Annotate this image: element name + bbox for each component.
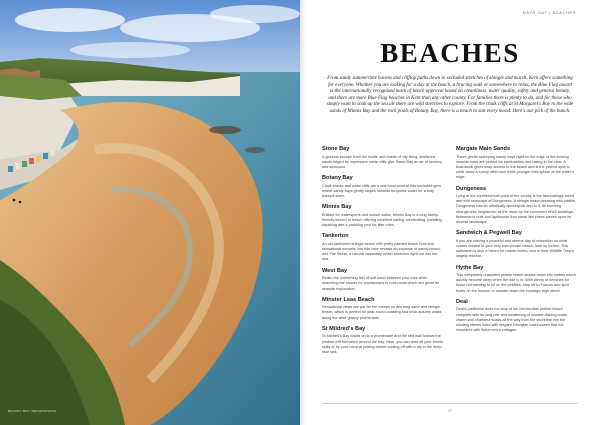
beach-name: Sandwich & Pegwell Bay <box>456 230 522 237</box>
beach-entry <box>456 146 578 181</box>
photo-credit: BOTANY BAY, BROADSTAIRS <box>8 409 57 413</box>
left-column <box>322 146 444 360</box>
beach-description: St Mildred's Bay backs on to a promenade and the sea wall follows the pristine cliff formation around the bay. Here, you can dust off your tennis skills or try your hand at putting before cooling off with a dip in the deep blue sea. <box>322 334 443 354</box>
beach-description: An old-fashioned shingle beach with pretty painted beach huts and sensational sunsets, low tide here reveals an expanse of sandy beach, and The Street, a natural causeway which stretches right out into the sea. <box>322 241 441 262</box>
running-head: DAYS OUT | BEACHES <box>522 10 576 15</box>
beach-entry <box>456 230 578 259</box>
beach-entry <box>322 175 444 199</box>
footer-rule <box>322 403 578 404</box>
beach-name: Dungeness <box>456 185 487 192</box>
beach-name: Minster Leas Beach <box>322 296 375 303</box>
beach-name: Tankerton <box>322 233 349 240</box>
beach-entry <box>456 186 578 226</box>
beach-name: Botany Bay <box>322 175 353 182</box>
beach-name: Minnis Bay <box>322 204 352 211</box>
right-column <box>456 146 578 338</box>
beach-name: Stone Bay <box>322 146 350 152</box>
page-title: BEACHES <box>380 38 520 68</box>
beach-description: Chalk stacks and white cliffs are a real focal point at this secluded gem where sandy bays gently slopes towards turquoise water for a truly tranquil swim. <box>322 183 441 199</box>
beach-description: This completely unspoiled pebble beach slopes down into waters which quickly become deep when the tide is in. With plenty of benches for those not wanting to sit on the pebbles, stop off to Francis and spot boats on the horizon or wander down the nostalgic high street. <box>456 273 576 293</box>
intro-paragraph: From sandy summertime havens and clifftop paths down to secluded stretches of shingle and marsh, Kent offers something for everyone. Whether you are looking for a day at the beach, a bracing walk or somewhere to relax, the Blue Flag award is the internationally recognised mark of beach approval based on cleanliness, water quality, safety and general beauty, and there are more Blue Flag beaches in Kent than any other county. For families there is plenty to do, and for those who simply want to soak up the sea air there are wild stretches to explore. From the chalk cliffs at St Margaret's Bay to the wide sands of Minnis Bay and the rock pools of Botany Bay, there is a beach to suit every mood. Here's our pick of the bunch. <box>326 76 574 114</box>
beach-name: St Mildred's Bay <box>322 325 366 332</box>
page-number: 47 <box>447 408 453 413</box>
beach-description: If you are craving a peaceful and serene day of relaxation on what comes closest to your very own private beach, look no further. This saltmarsh is also a haven for nature lovers, and is Kent Wildlife Trust's largest reserve. <box>456 238 574 259</box>
beach-entry <box>322 204 444 228</box>
beach-entry <box>322 233 444 262</box>
beach-name: Deal <box>456 298 468 305</box>
beach-description: Brilliant for watersports and sunset walks, Minnis Bay is a long family-friendly stretch of beach offering excellent sailing, windsurfing, paddling, kayaking and a paddling pool for little ones. <box>322 212 443 228</box>
beach-description: Sensational views are par for the course on this long sand and shingle beach, which is perfect for year-round coasting and brisk autumn walks along the wide grassy promenade. <box>322 305 442 320</box>
beach-entry <box>456 265 578 294</box>
beach-description: A glorious escape from the hustle and bustle of city living, sheltered sands edged by impressive white cliffs give Stone Bay an air of secrecy and seclusion. <box>322 154 443 169</box>
beach-name: Hythe Bay <box>456 264 484 271</box>
beach-description: Deal's prettiness does not stop at the immaculate pebble beach complete with its long pier and smattering of wooden fishing boats, charm and charisma soaks all the way from the shoreline into the winding streets lined with elegant Georgian townhouses that rub shoulders with fishermen's cottages. <box>456 307 568 333</box>
beach-entry <box>322 146 444 170</box>
beach-entry <box>322 268 444 292</box>
article-content <box>300 0 600 425</box>
beach-name: West Bay <box>322 267 348 274</box>
beach-description: These gentle sweeping sandy bays right on the edge of the thriving seaside town are perfect for sandcastles and taking in the view. A boardwalk gives easy access to the beach and is the perfect spot to while away a sunny afternoon while younger kids splash at the water's edge. <box>456 154 574 180</box>
beach-entry <box>322 326 444 355</box>
beach-entry <box>456 299 578 334</box>
beach-description: Relish the comforting feel of soft sand between your toes while searching the shores for crustaceans in rock pools which are great for seaside exploration. <box>322 276 440 291</box>
beach-entry <box>322 297 444 321</box>
beach-description: Lying at the southernmost point of the county is the fascinatingly weird and wild seascape of Dungeness. A shingle beach teeming with wildlife, Dungeness has an artistically apocalyptic feel to it, its stunning strangeness heightened all the more by the converted WW2 buildings, fishermen's huts and lighthouse that stand like chess pieces upon its diverse landscape. <box>456 194 577 225</box>
beach-name: Margate Main Sands <box>456 146 511 152</box>
